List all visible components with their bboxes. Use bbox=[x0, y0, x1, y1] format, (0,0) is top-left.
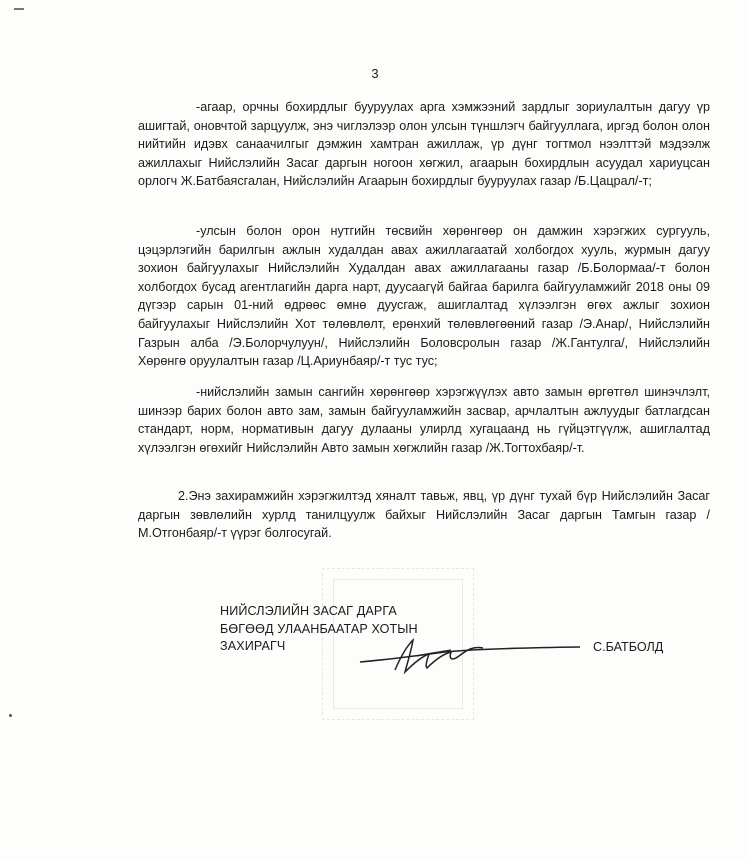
paragraph-school-construction bbox=[138, 222, 710, 371]
paragraph-air-pollution bbox=[138, 98, 710, 191]
handwritten-signature bbox=[355, 626, 585, 681]
signatory-line: БӨГӨӨД УЛААНБААТАР ХОТЫН bbox=[220, 621, 418, 636]
scan-mark bbox=[14, 8, 24, 10]
paragraph-text: 2.Энэ захирамжийн хэрэгжилтэд хяналт тавьж, явц, үр дүнг тухай бүр Нийслэлийн Засаг даргын зөвлөлийн хурлд танилцуулж байхыг Нийслэлийн Засаг даргын Тамгын газар /М.Отгонбаяр/-т үүрэг болгосугай. bbox=[138, 489, 710, 541]
paragraph-road-fund bbox=[138, 383, 710, 457]
paragraph-text: -нийслэлийн замын сангийн хөрөнгөөр хэрэгжүүлэх авто замын өргөтгөл шинэчлэлт, шинээр барих болон авто зам, замын байгууламжийн засвар, арчлалтын ажлуудыг батлагдсан стандарт, норм, нормативын дагуу дулааны улирлд хугацаанд нь гүйцэтгүүлж, ашиглалтад хүлээлгэн өгөхийг Нийслэлийн Авто замын хөгжлийн газар /Ж.Тогтохбаяр/-т. bbox=[138, 385, 710, 455]
paragraph-oversight bbox=[138, 487, 710, 543]
paragraph-text: -агаар, орчны бохирдлыг бууруулах арга хэмжээний зардлыг зориулалтын дагуу үр ашигтай, оновчтой зарцуулж, энэ чиглэлээр олон улсын түншлэгч байгууллага, иргэд болон олон нийтийн идэвх санаачилгыг дэмжин хамтран ажиллаж, үр дүнг тогтмол нээлттэй мэдээлж ажиллахыг Нийслэлийн Засаг даргын ногоон хөгжил, агаарын бохирдлын асуудал хариуцсан орлогч Ж.Батбаясгалан, Нийслэлийн Агаарын бохирдлыг бууруулах газар /Б.Цацрал/-т; bbox=[138, 100, 710, 189]
scan-mark bbox=[9, 714, 12, 717]
signer-name: С.БАТБОЛД bbox=[593, 640, 664, 654]
signatory-line: ЗАХИРАГЧ bbox=[220, 639, 286, 653]
page-number: 3 bbox=[371, 66, 379, 81]
signatory-line: НИЙСЛЭЛИЙН ЗАСАГ ДАРГА bbox=[220, 604, 397, 618]
paragraph-text: -улсын болон орон нутгийн төсвийн хөрөнгөөр он дамжин хэрэгжих сургууль, цэцэрлэгийн барилгын ажлын худалдан авах ажиллагаатай холбогдох хууль, журмын дагуу зохион байгуулахыг Нийслэлийн Худалдан авах ажиллагааны газар /Б.Болормаа/-т болон холбогдох бусад агентлагийн дарга нарт, дуусаагүй байгаа барилга байгууламжийг 2018 оны 09 дүгээр сарын 01-ний өдрөөс өмнө дуусгаж, ашиглалтад хүлээлгэн өгөх ажлыг зохион байгуулахыг Нийслэлийн Хот төлөвлөлт, ерөнхий төлөвлөгөөний газар /Э.Анар/, Нийслэлийн Газрын алба /Э.Болорчулуун/, Нийслэлийн Боловсролын газар /Ж.Гантулга/, Нийслэлийн Хөрөнгө оруулалтын газар /Ц.Ариунбаяр/-т тус тус; bbox=[138, 224, 710, 369]
